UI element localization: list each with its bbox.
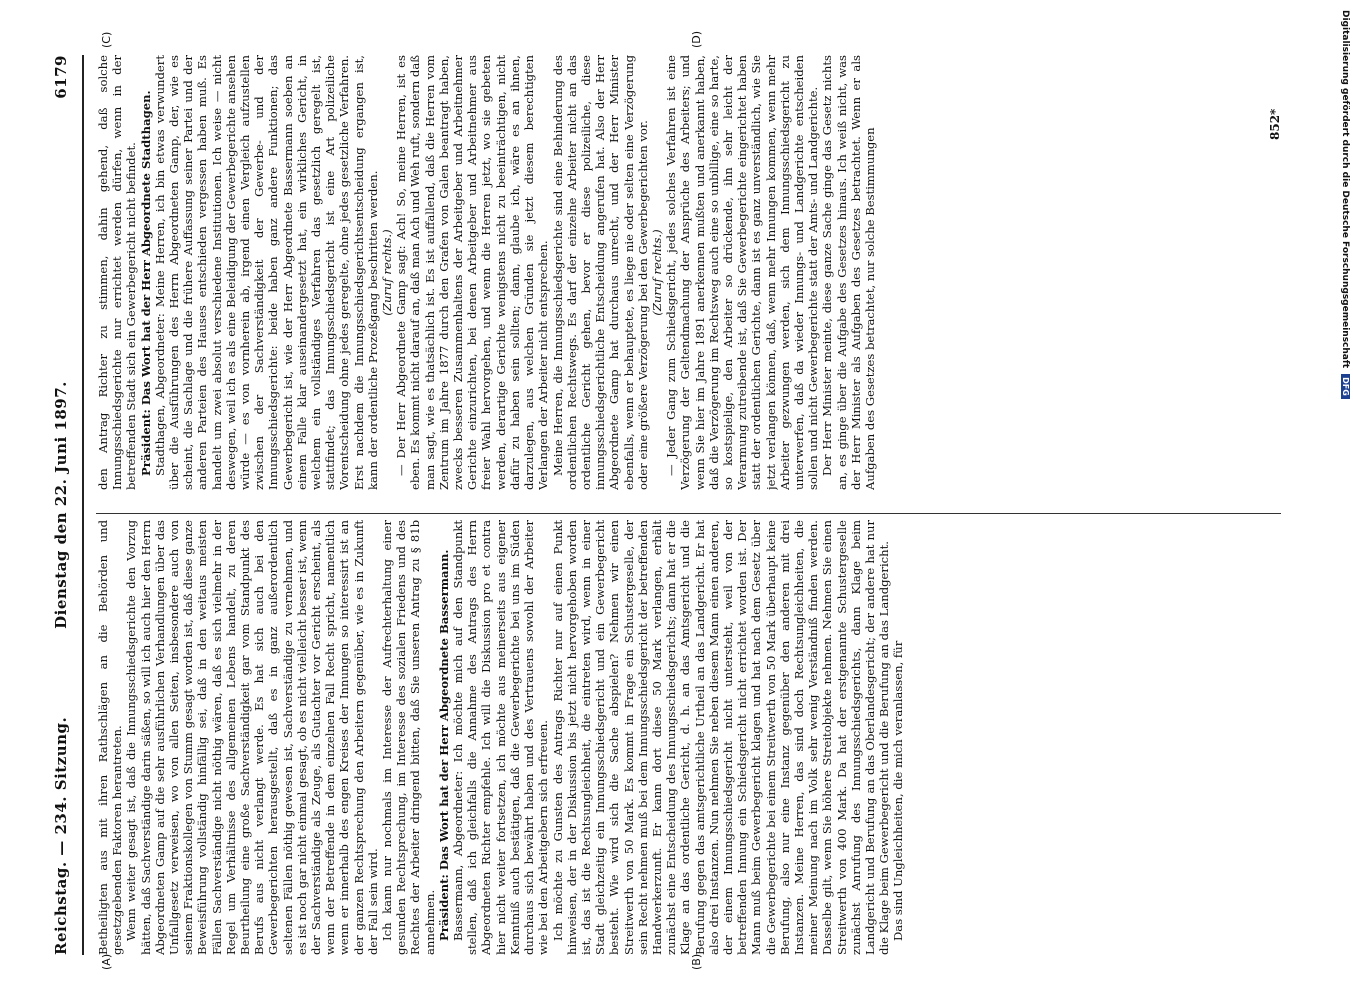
dfg-logo: DFG	[1341, 374, 1350, 399]
paragraph: Wenn weiter gesagt ist, daß die Innungsschiedsgerichte den Vorzug hätten, daß Sachverständige darin säßen, so will ich auch hier den Herrn Abgeordneten Gamp auf die sehr ausführlichen Verhandlungen über das Unfallgesetz verweisen, wo von allen Seiten, insbesondere auch von seinem Fraktionskollegen von Stumm gesagt worden ist, daß diese ganze Beweisführung vollständig hinfällig sei, daß in den weitaus meisten Fällen Sachverständige nicht nöthig wären, daß es sich vielmehr in der Regel um Verhältnisse des allgemeinen Lebens handelt, zu deren Beurtheilung eine große Sachverständigkeit gar vom Standpunkt des Berufs aus nicht verlangt werde. Es hat sich auch bei den Gewerbegerichten herausgestellt, daß es in ganz außerordentlich seltenen Fällen nöthig gewesen ist, Sachverständige zu vernehmen, und es ist noch gar nicht einmal gesagt, ob es nicht vielleicht besser ist, wenn der Sachverständige als Zeuge, als Gutachter vor Gericht erscheint, als wenn der Betreffende in dem einzelnen Fall Recht spricht, namentlich wenn er innerhalb des engen Kreises der Innungen so interessirt ist an der ganzen Rechtsprechung den Arbeitern gegenüber, wie es in Zukunft der Fall sein wird.	[124, 520, 380, 955]
credit-text-wrap	[1334, 10, 1350, 990]
interjection: (Zuruf rechts.)	[649, 229, 664, 316]
paragraph: Das sind Ungleichheiten, die mich veranlassen, für	[891, 640, 906, 941]
margin-letter-a: (A)	[100, 953, 113, 970]
column-divider	[96, 513, 1281, 514]
running-head	[52, 55, 78, 955]
right-column	[96, 55, 1281, 490]
sheet-mark: 852*	[1268, 108, 1282, 140]
margin-letter-c: (C)	[100, 31, 113, 48]
left-column	[96, 520, 1281, 955]
paragraph: den Antrag Richter zu stimmen, dahin gehend, daß solche Innungsschiedsgerichte nur errichtet werden dürfen, wenn in der betreffenden Stadt sich ein Gewerbegericht nicht befindet.	[96, 55, 139, 490]
paragraph: — Der Herr Abgeordnete Gamp sagt: Ach! So, meine Herren, ist es eben. Es kommt nicht darauf an, daß man Ach und Weh ruft, sondern daß man sagt, wie es thatsächlich ist. Es ist auffallend, daß die Herren vom Zentrum im Jahre 1877 durch den Grafen von Galen beantragt haben, zwecks besseren Zusammenhaltens der Arbeitgeber und Arbeitnehmer Gerichte einzurichten, bei denen Arbeitgeber und Arbeitnehmer aus freier Wahl hervorgehen, und wenn die Herren jetzt, wo sie gebeten werden, derartige Gerichte wenigstens nicht zu beeinträchtigen, nicht dafür zu haben sein sollten; dann, glaube ich, wäre es an ihnen, darzulegen, aus welchen Gründen sie jetzt diesem berechtigten Verlangen der Arbeiter nicht entsprechen.	[394, 55, 551, 490]
paragraph: Betheiligten aus mit ihren Rathschlägen an die Behörden und gesetzgebenden Faktoren herantreten.	[96, 520, 125, 955]
speaker-paragraph: Präsident: Das Wort hat der Herr Abgeordnete Stadthagen.	[138, 90, 153, 476]
margin-letter-b: (B)	[690, 953, 703, 970]
credit-text: Digitalisierung gefördert durch die Deutsche Forschungsgemeinschaft	[1340, 10, 1350, 369]
paragraph: Bassermann, Abgeordneter: Ich möchte mich auf den Standpunkt stellen, daß ich gleichfalls die Annahme des Antrags des Herrn Abgeordneten Richter empfehle. Ich will die Diskussion pro et contra hier nicht weiter fortsetzen, ich möchte aus meinerseits aus eigener Kenntniß auch bestätigen, daß die Gewerbegerichte bei uns im Süden durchaus sich bewährt haben und des Vertrauens sowohl der Arbeiter wie bei den Arbeitgebern sich erfreuen.	[451, 520, 551, 955]
margin-letter-d: (D)	[690, 30, 703, 48]
paragraph: Ich möchte zu Gunsten des Antrags Richter nur auf einen Punkt hinweisen, der in der Diskussion bis jetzt nicht hervorgehoben worden ist, das ist die Rechtsungleichheit, die eintreten wird, wenn in einer Stadt gleichzeitig ein Innungsschiedsgericht und ein Gewerbegericht besteht. Wie wird sich die Sache abspielen? Nehmen wir einen Streitwerth von 50 Mark. Es kommt in Frage ein Schustergeselle, der sein Recht nehmen muß bei dem Innungsschiedsgericht der betreffenden Handwerkerzunft. Er kann dort diese 50 Mark verlangen, erhält zunächst eine Entscheidung des Innungsschiedsgerichts; dann hat er die Klage an das ordentliche Gericht, d. h. an das Amtsgericht und die Berufung gegen das amtsgerichtliche Urtheil an das Landgericht. Er hat also drei Instanzen. Nun nehmen Sie neben diesem Mann einen anderen, der einem Innungsschiedsgericht nicht untersteht, weil von der betreffenden Innung ein Schiedsgericht nicht errichtet worden ist. Der Mann muß beim Gewerbegericht klagen und hat nach dem Gesetz über die Gewerbegerichte bei einem Streitwerth von 50 Mark überhaupt keine Berufung, also nur eine Instanz gegenüber den anderen mit drei Instanzen. Meine Herren, das sind doch Rechtsungleichheiten, die meiner Meinung nach im Volk sehr wenig Verständniß finden werden. Dasselbe gilt, wenn Sie höhere Streitobjekte nehmen. Nehmen Sie einen Streitwerth von 400 Mark. Da hat der erstgenannte Schustergeselle zunächst Anrufung des Innungsschiedsgerichts, dann Klage beim Landgericht und Berufung an das Oberlandesgericht; der andere hat nur die Klage beim Gewerbegericht und die Berufung an das Landgericht.	[550, 520, 892, 955]
header-rule	[82, 55, 84, 955]
header-left: Reichstag. — 234. Sitzung.	[52, 716, 70, 955]
paragraph: Der Herr Minister meinte, diese ganze Sache ginge das Gesetz nichts an, es ginge über die Aufgabe des Gesetzes hinaus. Ich weiß nicht, was der Herr Minister als Aufgaben des Gesetzes betrachtet. Wenn er als Aufgaben des Gesetzes betrachtet, nur solche Bestimmungen	[820, 55, 877, 490]
paragraph: — Jeder Gang zum Schiedsgericht, jedes solches Verfahren ist eine Verzögerung der Geltendmachung der Ansprüche des Arbeiters; und wenn Sie hier im Jahre 1891 anerkennen mußten und anerkannt haben, daß die Verzögerung im Rechtsweg auch eine so unbillige, eine so harte, so kostspielige, den Arbeiter so drückende, ihn sehr leicht der Verarmung zutreibende ist, daß Sie Gewerbegerichte eingerichtet haben statt der ordentlichen Gerichte, dann ist es ganz unverständlich, wie Sie jetzt verlangen können, daß, wenn mehr Innungen kommen, wenn mehr Arbeiter gezwungen werden, sich dem Innungsschiedsgericht zu unterwerfen, daß da wieder Innungs- und Landgerichte entscheiden sollen und nicht Gewerbegerichte statt der Amts- und Landgerichte.	[664, 55, 821, 490]
digitization-credit	[1336, 10, 1352, 990]
header-date: Dienstag den 22. Juni 1897.	[52, 381, 70, 629]
paragraph: Meine Herren, die Innungsschiedsgerichte sind eine Behinderung des ordentlichen Rechtswegs. Es darf der einzelne Arbeiter nicht an das ordentliche Gericht gehen, bevor er diese polizeiliche, diese innungsschiedsgerichtliche Entscheidung angerufen hat. Also der Herr Abgeordnete Gamp hat durchaus unrecht, und der Herr Minister ebenfalls, wenn er behauptete, es liege nie oder selten eine Verzögerung oder eine größere Verzögerung bei den Gewerbegerichten vor.	[550, 55, 650, 490]
speaker-paragraph: Präsident: Das Wort hat der Herr Abgeordnete Bassermann.	[436, 549, 451, 941]
interjection: (Zuruf rechts.)	[380, 229, 395, 316]
page-number: 6179	[52, 55, 70, 99]
paragraph: Stadthagen, Abgeordneter: Meine Herren, ich bin etwas verwundert über die Ausführungen des Herrn Abgeordneten Gamp, der, wie es scheint, die Sachlage und die frühere Auffassung seiner Partei und der anderen Parteien des Hauses entschieden vergessen haben muß. Es handelt um zwei absolut verschiedene Institutionen. Ich weise — nicht deswegen, weil ich es als eine Beleidigung der Gewerbegerichte ansehen würde — es von vornherein ab, irgend einen Vergleich aufzustellen zwischen der Sachverständigkeit der Gewerbe- und der Innungsschiedsgerichte: beide haben ganz andere Funktionen; das Gewerbegericht ist, wie der Herr Abgeordnete Bassermann soeben an einem Falle klar auseinandergesetzt hat, ein wirkliches Gericht, in welchem ein vollständiges Verfahren das gesetzlich geregelt ist, stattfindet; das Innungsschiedsgericht ist eine Art polizeiliche Vorentscheidung ohne jedes geregelte, ohne jedes gesetzliche Verfahren. Erst nachdem die Innungsschiedsgerichtsentscheidung ergangen ist, kann der ordentliche Prozeßgang beschritten werden.	[152, 55, 380, 490]
paragraph: Ich kann nur nochmals im Interesse der Aufrechterhaltung einer gesunden Rechtsprechung, im Interesse des sozialen Friedens und des Rechtes der Arbeiter dringend bitten, daß Sie unseren Antrag zu § 81b annehmen.	[380, 520, 437, 955]
